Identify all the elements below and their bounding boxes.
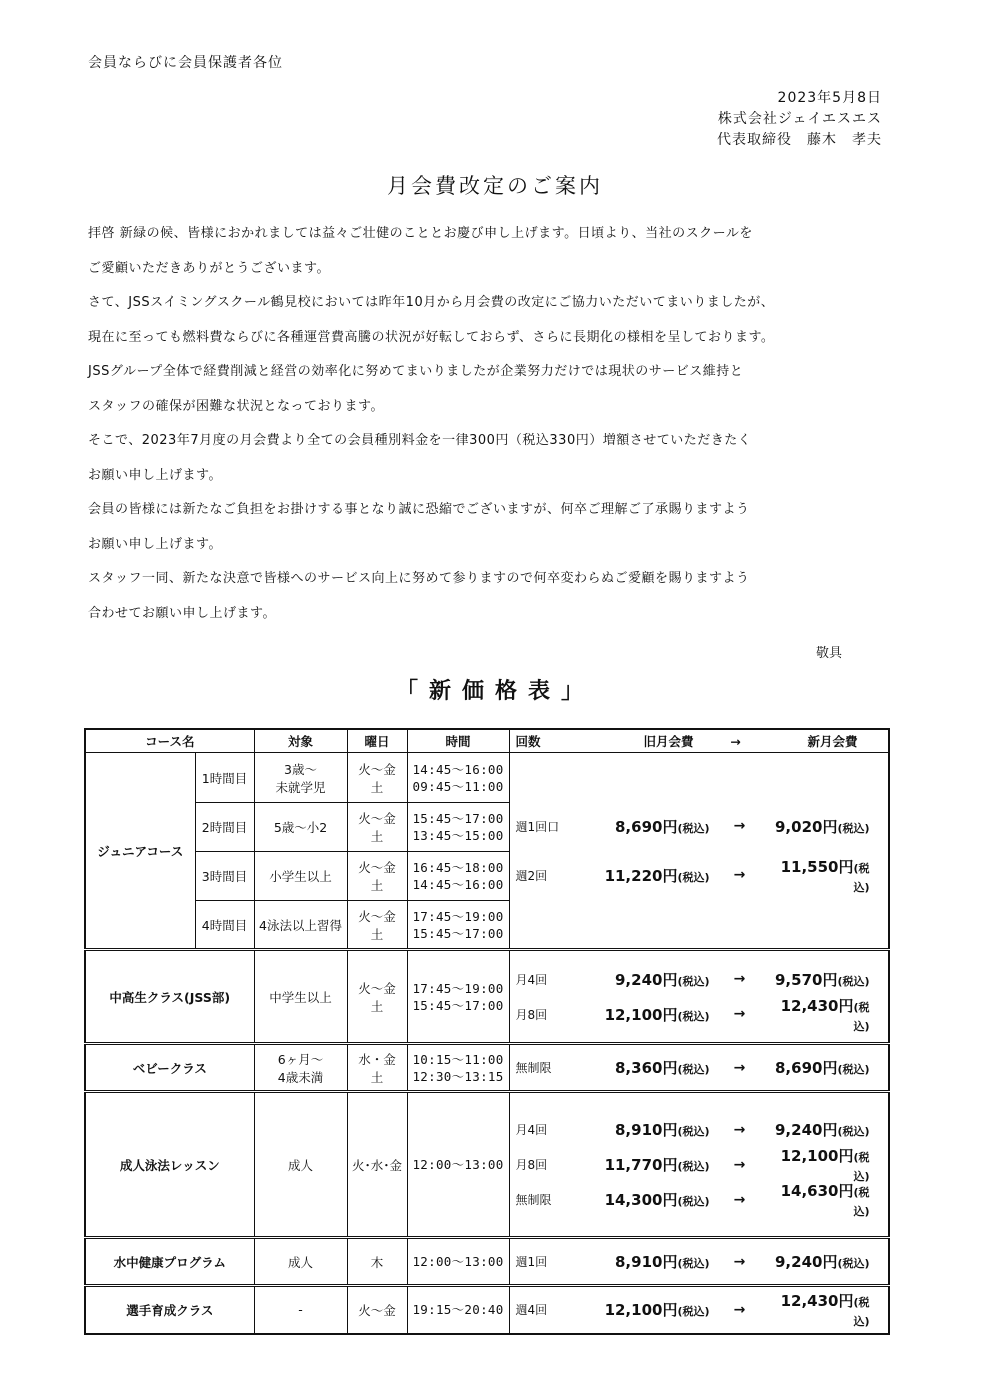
tax-label: (税込) (853, 1151, 870, 1183)
price-row (510, 1112, 889, 1147)
price-count: 月4回 (515, 1123, 548, 1137)
letter-date: 2023年5月8日 (777, 90, 882, 106)
arrow-icon: → (733, 1253, 746, 1270)
old-fee (574, 816, 710, 837)
target-cell: 中学生以上 (254, 950, 347, 1044)
days-line: 火～金 (358, 761, 396, 777)
target-cell: 5歳～小2 (254, 803, 347, 852)
target-cell: 成人 (254, 1238, 347, 1286)
course-name-baby: ベビークラス (85, 1044, 254, 1092)
new-fee (770, 1251, 870, 1272)
days-line: 土 (370, 998, 384, 1014)
price-row (510, 1182, 889, 1217)
target-cell: 4泳法以上習得 (254, 901, 347, 950)
table-row (85, 1044, 889, 1092)
new-fee (770, 856, 870, 895)
tax-label: (税込) (677, 1009, 710, 1023)
table-row (85, 1286, 889, 1334)
time-line: 13:45～15:00 (412, 828, 504, 843)
header-old-fee: 旧月会費 (643, 734, 694, 749)
course-name-adult: 成人泳法レッスン (85, 1092, 254, 1238)
old-fee-value: 8,690円 (615, 817, 678, 836)
period-label: 4時間目 (195, 901, 254, 950)
header-count: 回数 (515, 734, 541, 749)
time-cell (407, 901, 509, 950)
time-cell (407, 1044, 509, 1092)
days-line: 土 (370, 779, 384, 795)
document-title: 月会費改定のご案内 (387, 174, 603, 198)
old-fee (574, 1189, 710, 1210)
days-cell (347, 1044, 407, 1092)
price-count: 無制限 (515, 1061, 552, 1075)
new-fee (770, 816, 870, 837)
old-fee-value: 8,360円 (615, 1059, 678, 1077)
new-fee (770, 1145, 870, 1184)
table-row (85, 1238, 889, 1286)
time-cell: 12:00～13:00 (407, 1238, 509, 1286)
time-line: 14:45～16:00 (412, 761, 504, 777)
company-name: 株式会社ジェイエスエス (717, 111, 882, 127)
new-fee-value: 9,020円 (775, 817, 838, 836)
closing-remark: 敬具 (815, 646, 842, 661)
time-line: 16:45～18:00 (412, 860, 504, 875)
old-fee (574, 1004, 710, 1025)
course-name-junior: ジュニアコース (85, 753, 195, 950)
target-line: 未就学児 (275, 779, 326, 795)
new-fee-value: 11,550円 (780, 857, 854, 876)
tax-label: (税込) (853, 861, 870, 894)
body-line: 会員の皆様には新たなご負担をお掛けする事となり誠に恐縮でございますが、何卒ご理解ご了承賜りますよう (88, 502, 750, 517)
days-cell (347, 901, 407, 950)
days-line: 火～金 (358, 980, 396, 996)
old-fee (574, 865, 710, 886)
new-fee-value: 12,100円 (780, 1147, 854, 1165)
price-count: 月8回 (515, 1158, 548, 1172)
new-fee (770, 1119, 870, 1140)
days-line: 水・金 (358, 1051, 396, 1067)
time-line: 14:45～16:00 (412, 877, 504, 892)
time-line: 09:45～11:00 (412, 778, 504, 794)
new-fee (770, 995, 870, 1034)
old-fee-value: 12,100円 (604, 1301, 678, 1320)
tax-label: (税込) (677, 821, 710, 835)
body-line: スタッフ一同、新たな決意で皆様へのサービス向上に努めて参りますので何卒変わらぬご愛顧を賜りますよう (88, 571, 750, 586)
price-row (510, 809, 889, 844)
period-label: 1時間目 (195, 753, 254, 803)
price-row (510, 1147, 889, 1182)
table-row (85, 950, 889, 1044)
target-cell: 成人 (254, 1092, 347, 1238)
days-cell (347, 852, 407, 901)
arrow-icon: → (733, 971, 746, 987)
price-row (510, 1292, 889, 1327)
time-cell (407, 803, 509, 852)
table-header-row (85, 729, 889, 753)
header-course: コース名 (85, 729, 254, 753)
days-line: 土 (370, 1069, 384, 1085)
period-label: 3時間目 (195, 852, 254, 901)
body-line: 現在に至っても燃料費ならびに各種運営費高騰の状況が好転しておらず、さらに長期化の様相を呈しております。 (88, 329, 775, 345)
new-fee (770, 1290, 870, 1329)
price-count: 月4回 (515, 972, 548, 987)
tax-label: (税込) (677, 974, 710, 988)
athlete-prices (509, 1286, 889, 1334)
price-row (510, 962, 889, 997)
arrow-icon: → (733, 1059, 746, 1076)
new-fee-value: 8,690円 (775, 1059, 838, 1077)
time-line: 15:45～17:00 (412, 811, 504, 826)
body-line: お願い申し上げます。 (88, 536, 222, 552)
letter-body (88, 224, 918, 638)
new-fee (770, 1180, 870, 1219)
price-row (510, 1050, 889, 1085)
old-fee (574, 1299, 710, 1320)
header-target: 対象 (254, 729, 347, 753)
target-cell (254, 1044, 347, 1092)
price-table (84, 728, 890, 1335)
table-row (85, 1092, 889, 1238)
price-count: 週4回 (515, 1303, 548, 1318)
tax-label: (税込) (853, 1296, 870, 1329)
time-cell (407, 950, 509, 1044)
header-fees (509, 729, 889, 753)
time-line: 17:45～19:00 (412, 980, 504, 996)
tax-label: (税込) (837, 1125, 870, 1138)
days-cell: 木 (347, 1238, 407, 1286)
arrow-icon: → (733, 1191, 746, 1208)
new-fee-value: 9,240円 (775, 1253, 838, 1271)
body-line: お願い申し上げます。 (88, 467, 222, 483)
target-line: 6ヶ月～ (277, 1051, 324, 1067)
new-fee (770, 1057, 870, 1078)
body-line: ご愛顧いただきありがとうございます。 (88, 260, 330, 276)
tax-label: (税込) (677, 870, 710, 884)
time-cell (407, 753, 509, 803)
body-line: さて、JSSスイミングスクール鶴見校においては昨年10月から月会費の改定にご協力いただいてまいりましたが、 (88, 295, 775, 310)
target-line: 3歳～ (284, 761, 317, 777)
adult-prices (509, 1092, 889, 1238)
body-line: そこで、2023年7月度の月会費より全ての会員種別料金を一律300円（税込330円）増額させていただきたく (88, 433, 752, 448)
old-fee-value: 11,770円 (604, 1156, 678, 1174)
time-line: 15:45～17:00 (412, 997, 504, 1013)
arrow-icon: → (733, 1156, 746, 1173)
old-fee (574, 969, 710, 990)
header-days: 曜日 (347, 729, 407, 753)
price-count: 週1回 (515, 1255, 548, 1269)
new-fee-value: 9,570円 (775, 970, 838, 989)
time-line: 12:30～13:15 (412, 1068, 504, 1084)
time-cell (407, 852, 509, 901)
old-fee-value: 11,220円 (604, 866, 678, 885)
days-line: 火～金 (358, 811, 396, 826)
tax-label: (税込) (677, 1125, 710, 1138)
old-fee (574, 1119, 710, 1140)
addressee: 会員ならびに会員保護者各位 (88, 55, 283, 71)
tax-label: (税込) (837, 974, 870, 988)
arrow-icon: → (733, 867, 746, 883)
tax-label: (税込) (677, 1305, 710, 1319)
old-fee-value: 12,100円 (604, 1005, 678, 1024)
days-line: 土 (370, 926, 384, 942)
header-time: 時間 (407, 729, 509, 753)
tax-label: (税込) (677, 1160, 710, 1173)
new-fee-value: 12,430円 (780, 996, 854, 1015)
body-line: 合わせてお願い申し上げます。 (88, 605, 276, 621)
days-cell (347, 753, 407, 803)
tax-label: (税込) (853, 1186, 870, 1218)
target-line: 4歳未満 (277, 1069, 324, 1085)
days-cell: 火･水･金 (347, 1092, 407, 1238)
course-name-middle-high: 中高生クラス(JSS部) (85, 950, 254, 1044)
header-new-fee: 新月会費 (807, 734, 858, 749)
price-row (510, 858, 889, 893)
body-line: スタッフの確保が困難な状況となっております。 (88, 398, 384, 414)
arrow-icon: → (733, 1006, 746, 1022)
old-fee-value: 8,910円 (615, 1253, 678, 1271)
tax-label: (税込) (837, 1063, 870, 1076)
price-row (510, 997, 889, 1032)
new-fee-value: 14,630円 (780, 1182, 854, 1200)
price-table-title: 「新価格表」 (395, 679, 594, 704)
junior-prices (509, 753, 889, 950)
price-count: 週2回 (515, 868, 548, 883)
price-count: 月8回 (515, 1007, 548, 1022)
time-cell: 19:15～20:40 (407, 1286, 509, 1334)
tax-label: (税込) (677, 1063, 710, 1076)
old-fee-value: 8,910円 (615, 1121, 678, 1139)
new-fee-value: 12,430円 (780, 1292, 854, 1311)
arrow-icon: → (733, 1121, 746, 1138)
new-fee-value: 9,240円 (775, 1121, 838, 1139)
tax-label: (税込) (677, 1257, 710, 1270)
time-line: 10:15～11:00 (412, 1051, 504, 1067)
target-cell (254, 753, 347, 803)
table-row (85, 753, 889, 803)
days-cell (347, 803, 407, 852)
representative-name: 代表取締役 藤木 孝夫 (717, 132, 882, 148)
arrow-icon: → (733, 818, 746, 834)
days-cell: 火～金 (347, 1286, 407, 1334)
tax-label: (税込) (837, 821, 870, 835)
days-cell (347, 950, 407, 1044)
period-label: 2時間目 (195, 803, 254, 852)
days-line: 土 (370, 829, 384, 844)
target-cell: 小学生以上 (254, 852, 347, 901)
header-arrow: → (730, 733, 741, 749)
sender-block (717, 88, 882, 151)
time-line: 17:45～19:00 (412, 908, 504, 924)
course-name-athlete: 選手育成クラス (85, 1286, 254, 1334)
time-cell: 12:00～13:00 (407, 1092, 509, 1238)
old-fee-value: 9,240円 (615, 970, 678, 989)
days-line: 土 (370, 878, 384, 893)
body-line: JSSグループ全体で経費削減と経営の効率化に努めてまいりましたが企業努力だけでは現状のサービス維持と (88, 364, 744, 379)
old-fee (574, 1251, 710, 1272)
price-count: 無制限 (515, 1193, 552, 1207)
aqua-prices (509, 1238, 889, 1286)
time-line: 15:45～17:00 (412, 925, 504, 941)
price-row (510, 1244, 889, 1279)
old-fee-value: 14,300円 (604, 1191, 678, 1209)
baby-prices (509, 1044, 889, 1092)
days-line: 火～金 (358, 860, 396, 875)
arrow-icon: → (733, 1301, 746, 1318)
old-fee (574, 1154, 710, 1175)
body-line: 拝啓 新緑の候、皆様におかれましては益々ご壮健のこととお慶び申し上げます。日頃より、当社のスクールを (88, 226, 753, 241)
course-name-aqua: 水中健康プログラム (85, 1238, 254, 1286)
target-cell: - (254, 1286, 347, 1334)
middle-high-prices (509, 950, 889, 1044)
tax-label: (税込) (677, 1195, 710, 1208)
tax-label: (税込) (837, 1257, 870, 1270)
days-line: 火～金 (358, 908, 396, 924)
price-count: 週1回口 (515, 819, 560, 834)
tax-label: (税込) (853, 1000, 870, 1033)
new-fee (770, 969, 870, 990)
old-fee (574, 1057, 710, 1078)
